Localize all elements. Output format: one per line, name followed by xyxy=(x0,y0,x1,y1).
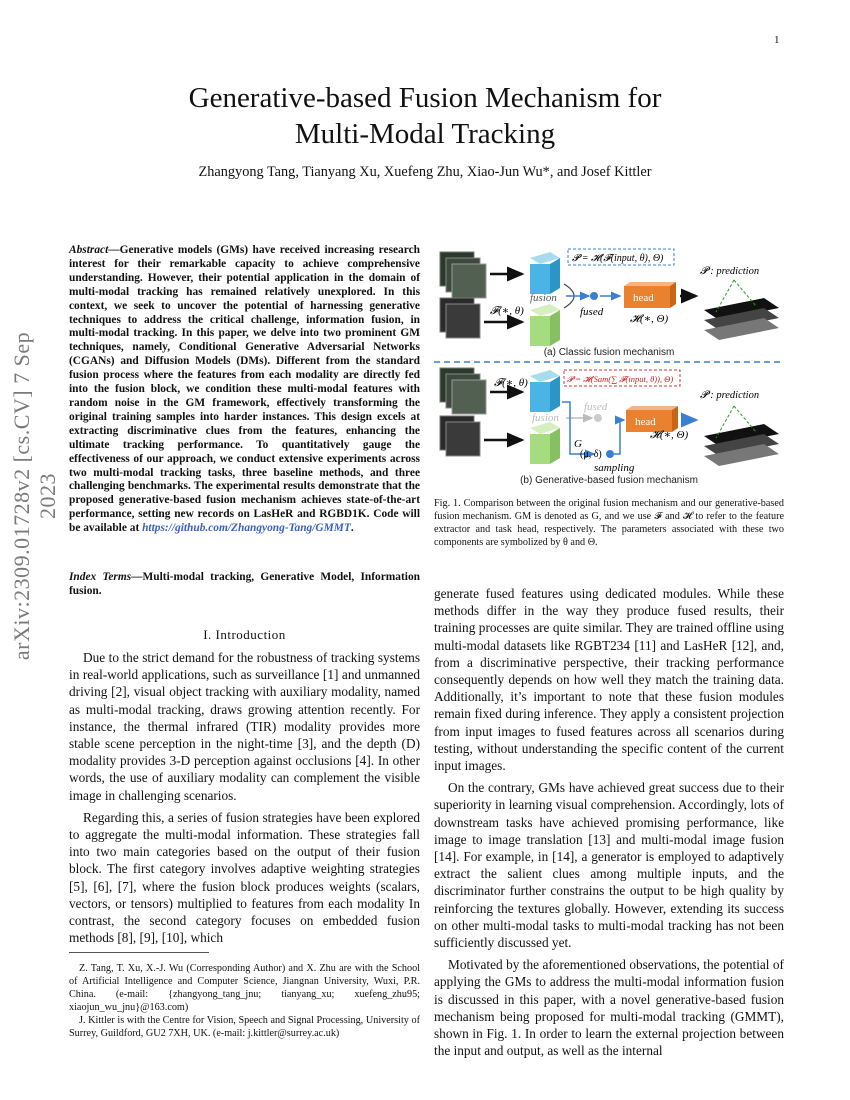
page-number: 1 xyxy=(774,34,780,46)
prediction-maps xyxy=(704,280,779,340)
sampling-label: sampling xyxy=(594,462,635,474)
mu-delta-label: (μ, δ) xyxy=(580,449,602,460)
fused-feature-dot xyxy=(590,292,598,300)
prediction-maps-b xyxy=(704,406,779,466)
f-label-b: 𝓕(∗, θ) xyxy=(494,377,528,389)
abstract-text: —Generative models (GMs) have received increasing research interest for their remarkable capacity to achieve comprehensive understanding. However, their potential application in the domain of multi-modal tracking has remained relatively unexplored. In this context, we seek to uncover the potential of harnessing generative techniques to address the critical challenge, information fusion, in multi-modal tracking. In this paper, we delve into two prominent GM techniques, namely, Conditional Generative Adversarial Networks (CGANs) and Diffusion Models (DMs). Different from the standard fusion process where the features from each modality are directly fed into the fusion block, we condition these multi-modal features with random noise in the GM framework, effectively transforming the original training samples into harder instances. This design excels at extracting discriminative clues from the features, enhancing the ultimate tracking performance. To quantitatively gauge the effectiveness of our approach, we conduct extensive experiments across two multi-modal tracking tasks, three baseline methods, and three challenging benchmarks. The experimental results demonstrate that the proposed generative-based fusion mechanism achieves state-of-the-art performance, setting new records on LasHeR and RGBD1K. Code will be available at xyxy=(69,244,420,535)
subcaption-a: (a) Classic fusion mechanism xyxy=(543,347,675,358)
title-line-2: Multi-Modal Tracking xyxy=(294,118,556,150)
abstract-end: . xyxy=(350,522,354,535)
paragraph: generate fused features using dedicated modules. While these methods differ in the way they produce fused results, their training processes are quite similar. They are trained offline using multi-modal datasets like RGBT234 [11] and LasHeR [12], and, from a discriminative perspective, their tracking performance consequently depends on how well they match the training data. Additionally, it’s important to note that these fusion modules remain fixed during inference. They apply a consistent projection from input images to fused features across all scenarios during testing, without understanding the specific content of the current input images. xyxy=(434,586,784,774)
input-images-rgb xyxy=(440,252,486,298)
paragraph: Motivated by the aforementioned observations, the potential of applying the GMs to address the multi-modal information fusion is discussed in this paper, with a novel generative-based fusion mechanism being proposed for multi-modal tracking (GMMT), shown in Fig. 1. In order to learn the external projection between the input and output, as well as the internal xyxy=(434,957,784,1059)
formula-classic: 𝓟 = 𝓗(𝓕(input, θ), Θ) xyxy=(572,253,664,264)
fused-label: fused xyxy=(580,306,604,318)
h-label: 𝓗(∗, Θ) xyxy=(630,313,669,325)
paragraph: On the contrary, GMs have achieved great success due to their superiority in learning visual comprehension. Accordingly, lots of downstream tasks have achieved promising performance, like image to image translation [13] and multi-modal image fusion [14]. For example, in [14], a generator is employed to adaptively extract the salient clues among multiple inputs, and the discriminator further constrains the output to be high quality by reinforcing the textures globally. However, extending its success on other multi-modal tasks to multi-modal tracking has not been sufficiently discussed yet. xyxy=(434,780,784,951)
footnote-divider xyxy=(69,952,209,953)
left-column-body xyxy=(69,649,420,951)
paper-title xyxy=(60,80,790,152)
fused-label-faded: fused xyxy=(584,401,608,413)
input-images-tir-b xyxy=(440,416,480,456)
head-block xyxy=(624,282,676,308)
classic-fusion-panel xyxy=(440,249,779,358)
abstract-label: Abstract xyxy=(69,244,109,256)
author-list: Zhangyong Tang, Tianyang Xu, Xuefeng Zhu, Xiao-Jun Wu*, and Josef Kittler xyxy=(198,164,652,180)
formula-generative: 𝓟 = 𝓗(Sam(∑ 𝓕(input, θ)), Θ) xyxy=(567,374,674,384)
extractor-tir-block xyxy=(530,304,560,346)
fusion-label-faded: fusion xyxy=(532,412,559,424)
input-images-rgb-b xyxy=(440,368,486,414)
figure-1-diagram xyxy=(434,240,784,490)
footnote: Z. Tang, T. Xu, X.-J. Wu (Corresponding Author) and X. Zhu are with the School of Artificial Intelligence and Computer Science, Jiangnan University, Wuxi, P.R. China. (e-mail: {zhangyong_tang_jnu; tianyang_xu; xuefeng_zhu95; xiaojun_wu_jnu}@163.com) xyxy=(69,963,420,1013)
section-heading: I. Introduction xyxy=(203,627,286,642)
prediction-label-b: 𝓟 : prediction xyxy=(700,390,760,401)
paragraph: Due to the strict demand for the robustness of tracking systems in real-world applications, such as surveillance [1] and unmanned driving [2], visual object tracking with auxiliary modality, named as multi-modal tracking, draws growing attention recently. For instance, the thermal infrared (TIR) modality provides more stable scene perception in the night-time [3], and the depth (D) modality provides 3-D perception against occlusions [4]. In other words, the use of auxiliary modality can complement the visible image in challenging scenarios. xyxy=(69,650,420,803)
extractor-rgb-block xyxy=(530,252,560,294)
index-terms xyxy=(69,571,420,599)
footnotes xyxy=(69,962,420,1040)
extractor-rgb-block-b xyxy=(530,370,560,412)
title-line-1: Generative-based Fusion Mechanism for xyxy=(188,82,662,114)
paragraph: Regarding this, a series of fusion strategies have been explored to aggregate the multi-modal information. These strategies fall into two main categories based on the output of their fusion block. The first category involves adaptive weighting strategies [5], [6], [7], where the fusion block produces weights (scalars, vectors, or tensors) multiplied to features from each modality In contrast, the second category focuses on embedded fusion methods [8], [9], [10], which xyxy=(69,809,420,946)
head-label-b: head xyxy=(635,416,656,428)
footnote: J. Kittler is with the Centre for Vision, Speech and Signal Processing, University of Surrey, Guildford, GU2 7XH, UK. (e-mail: j.kittler@surrey.ac.uk) xyxy=(69,1015,420,1039)
generative-fusion-panel xyxy=(440,368,779,486)
abstract xyxy=(69,244,420,536)
fusion-label: fusion xyxy=(530,292,557,304)
g-label: G xyxy=(574,438,582,450)
code-link[interactable]: https://github.com/Zhangyong-Tang/GMMT xyxy=(142,522,351,535)
f-label: 𝓕(∗, θ) xyxy=(490,305,524,317)
figure-caption: Fig. 1. Comparison between the original fusion mechanism and our generative-based fusion mechanism. GM is denoted as G, and we use 𝓕 and 𝓗 to refer to the feature extractor and task head, respectively. The parameters associated with these two components are symbolized by θ and Θ. xyxy=(434,498,784,548)
index-terms-label: Index Terms xyxy=(69,571,132,583)
index-terms-text: —Multi-modal tracking, Generative Model, Information fusion. xyxy=(69,571,420,597)
head-label: head xyxy=(633,292,654,304)
arxiv-watermark: arXiv:2309.01728v2 [cs.CV] 7 Sep 2023 xyxy=(9,331,60,661)
input-images-tir xyxy=(440,298,480,338)
subcaption-b: (b) Generative-based fusion mechanism xyxy=(520,475,698,486)
right-column-body xyxy=(434,585,784,1064)
prediction-label: 𝓟 : prediction xyxy=(700,266,760,277)
h-label-b: 𝓗(∗, Θ) xyxy=(650,429,689,441)
extractor-tir-block-b xyxy=(530,422,560,464)
